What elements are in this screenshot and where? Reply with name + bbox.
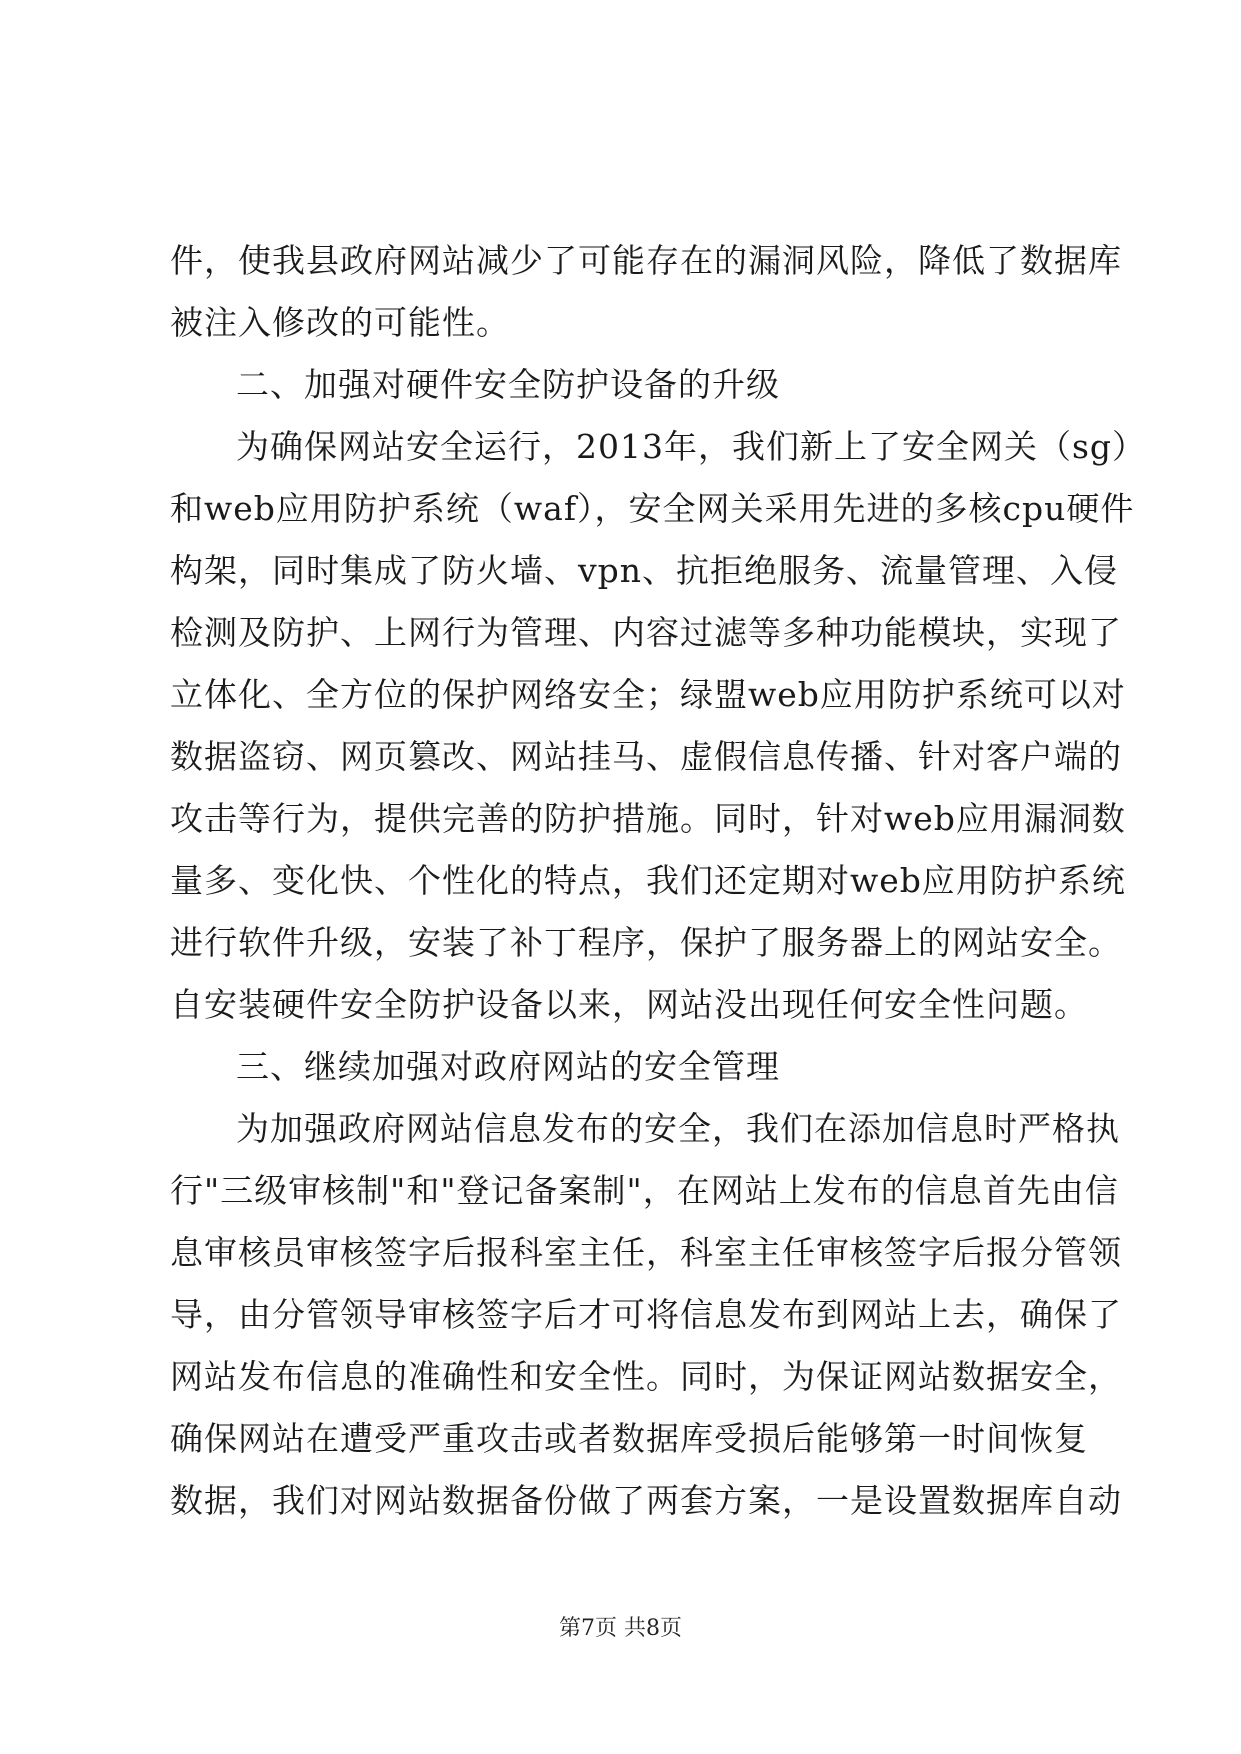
paragraph-start: 为加强政府网站信息发布的安全，我们在添加信息时严格执	[236, 1109, 1120, 1148]
body-text	[170, 230, 1147, 1532]
text-line: 自安装硬件安全防护设备以来，网站没出现任何安全性问题。	[170, 985, 1088, 1024]
text-line: 攻击等行为，提供完善的防护措施。同时，针对web应用漏洞数	[170, 799, 1126, 838]
text-line: 进行软件升级，安装了补丁程序，保护了服务器上的网站安全。	[170, 923, 1122, 962]
text-line: 确保网站在遭受严重攻击或者数据库受损后能够第一时间恢复	[170, 1419, 1088, 1458]
text-line: 件，使我县政府网站减少了可能存在的漏洞风险，降低了数据库	[170, 241, 1122, 280]
text-line: 网站发布信息的准确性和安全性。同时，为保证网站数据安全，	[170, 1357, 1122, 1396]
text-line: 构架，同时集成了防火墙、vpn、抗拒绝服务、流量管理、入侵	[170, 551, 1119, 590]
text-line: 数据，我们对网站数据备份做了两套方案，一是设置数据库自动	[170, 1481, 1122, 1520]
text-line: 导，由分管领导审核签字后才可将信息发布到网站上去，确保了	[170, 1295, 1122, 1334]
text-line: 检测及防护、上网行为管理、内容过滤等多种功能模块，实现了	[170, 613, 1122, 652]
text-line: 和web应用防护系统（waf），安全网关采用先进的多核cpu硬件	[170, 489, 1135, 528]
text-line: 量多、变化快、个性化的特点，我们还定期对web应用防护系统	[170, 861, 1126, 900]
text-line: 被注入修改的可能性。	[170, 303, 510, 342]
paragraph-start: 为确保网站安全运行，2013年，我们新上了安全网关（sg）	[236, 427, 1147, 466]
section-heading: 三、继续加强对政府网站的安全管理	[236, 1047, 780, 1086]
text-line: 行"三级审核制"和"登记备案制"，在网站上发布的信息首先由信	[170, 1171, 1119, 1210]
page-number-footer: 第7页 共8页	[559, 1616, 682, 1641]
text-line: 数据盗窃、网页篡改、网站挂马、虚假信息传播、针对客户端的	[170, 737, 1122, 776]
text-line: 息审核员审核签字后报科室主任，科室主任审核签字后报分管领	[170, 1233, 1122, 1272]
text-line: 立体化、全方位的保护网络安全；绿盟web应用防护系统可以对	[170, 675, 1126, 714]
section-heading: 二、加强对硬件安全防护设备的升级	[236, 365, 780, 404]
